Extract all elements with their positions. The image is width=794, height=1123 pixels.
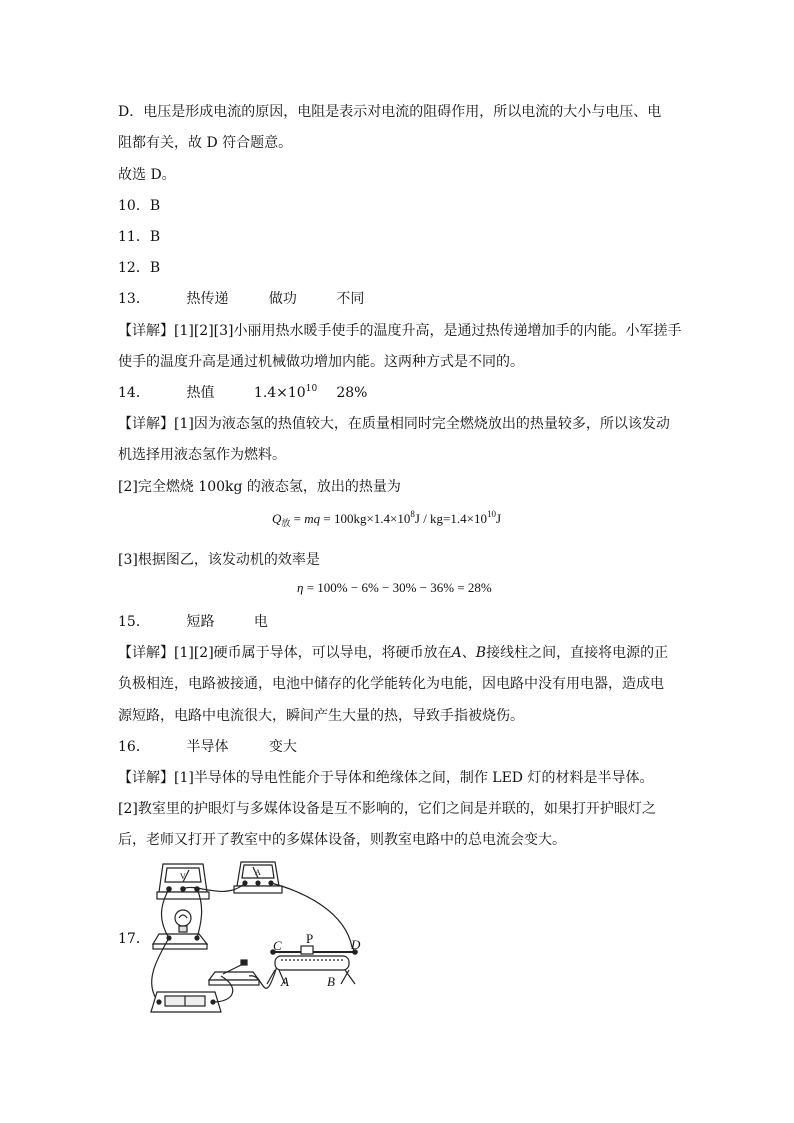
heat-formula: $Q_放$ = mq = $100kg\times 1.4\times 10^8J / kg=1.4\times 10^{10}J$ [272, 509, 502, 528]
q14-explain-line-2: 机选择用液态氢作为燃料。 [118, 447, 286, 463]
question-number: 15． [118, 614, 150, 630]
q16-explain-line-1: 【详解】[1]半导体的导电性能介于导体和绝缘体之间，制作 LED 灯的材料是半导体。 [118, 770, 654, 786]
d-option-line-2: 阻都有关，故 D 符合题意。 [118, 135, 293, 151]
answer-10: 10．B [118, 198, 161, 214]
q15-explain-line-3: 源短路，电路中电流很大，瞬间产生大量的热，导致手指被烧伤。 [118, 708, 524, 724]
blank-1: 半导体 [186, 739, 229, 755]
blank-2: $1.4\times 10^{10}$ [253, 384, 318, 401]
q15-explain-line-1: 【详解】[1][2]硬币属于导体，可以导电，将硬币放在A、B接线柱之间，直接将电源的正 [118, 645, 669, 661]
meter2-label: A [255, 868, 261, 877]
answer-13 [118, 289, 364, 309]
answer-15 [118, 612, 268, 632]
label-c: C [273, 938, 282, 953]
q13-explain-line-2: 使手的温度升高是通过机械做功增加内能。这两种方式是不同的。 [118, 354, 524, 370]
blank-3: 28% [336, 385, 368, 401]
ammeter [234, 862, 282, 893]
answer-16 [118, 737, 297, 757]
circuit-diagram [145, 852, 370, 1022]
q14-explain-line-1: 【详解】[1]因为液态氢的热值较大，在质量相同时完全燃烧放出的热量较多，所以该发动 [118, 416, 670, 432]
question-number: 16． [118, 739, 150, 755]
label-b: B [327, 974, 335, 989]
q13-explain-line-1: 【详解】[1][2][3]小丽用热水暖手使手的温度升高，是通过热传递增加手的内能。小军搓手 [118, 323, 682, 339]
label-a: A [281, 974, 289, 989]
blank-2: 做功 [268, 291, 297, 307]
meter1-label: V [180, 872, 186, 881]
blank-1: 热值 [186, 385, 215, 401]
answer-17-number: 17． [118, 931, 150, 947]
blank-2: 电 [253, 614, 268, 630]
q14-explain-line-3: [2]完全燃烧 100kg 的液态氢，放出的热量为 [118, 479, 401, 495]
detail-tag: 【详解】 [118, 645, 174, 661]
detail-tag: 【详解】 [118, 770, 174, 786]
answer-14 [118, 383, 367, 403]
battery [151, 992, 221, 1012]
q15-explain-line-2: 负极相连，电路被接通，电池中储存的化学能转化为电能，因电路中没有用电器，造成电 [118, 676, 664, 692]
efficiency-formula: η = 100% − 6% − 30% − 36% = 28% [297, 580, 492, 595]
q14-explain-line-4: [3]根据图乙，该发动机的效率是 [118, 552, 320, 568]
question-number: 13． [118, 291, 150, 307]
answer-11: 11．B [118, 229, 161, 245]
blank-3: 不同 [336, 291, 365, 307]
answer-12: 12．B [118, 260, 161, 276]
blank-1: 短路 [186, 614, 215, 630]
blank-1: 热传递 [186, 291, 229, 307]
question-number: 14． [118, 385, 150, 401]
d-option-line-1: D．电压是形成电流的原因，电阻是表示对电流的阻碍作用，所以电流的大小与电压、电 [118, 104, 662, 120]
voltmeter [157, 864, 209, 899]
detail-tag: 【详解】 [118, 416, 174, 432]
blank-2: 变大 [268, 739, 297, 755]
q16-explain-line-2: [2]教室里的护眼灯与多媒体设备是互不影响的，它们之间是并联的，如果打开护眼灯之 [118, 801, 656, 817]
label-p: P [306, 931, 314, 946]
label-d: D [351, 937, 361, 952]
switch [209, 960, 259, 985]
q16-explain-line-3: 后，老师又打开了教室中的多媒体设备，则教室电路中的总电流会变大。 [118, 832, 566, 848]
detail-tag: 【详解】 [118, 323, 174, 339]
conclusion: 故选 D。 [118, 167, 176, 183]
